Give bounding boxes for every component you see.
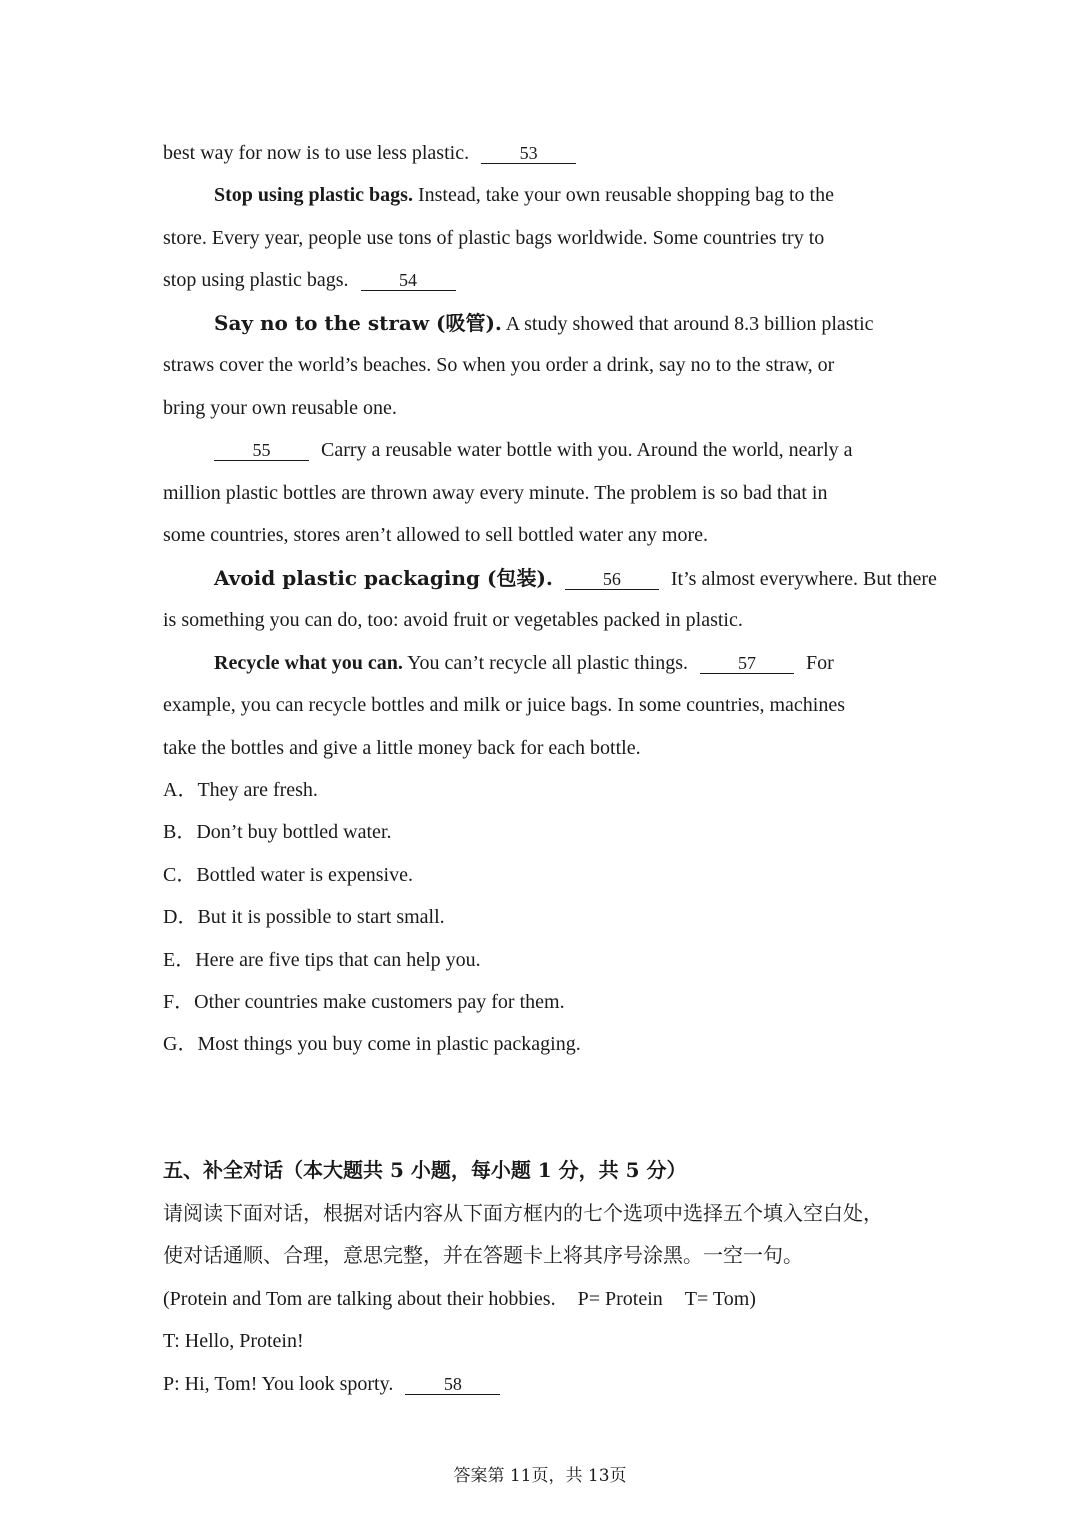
passage-text: stop using plastic bags. [163, 269, 349, 291]
blank-58: 58 [405, 1374, 500, 1395]
paragraph-bags-line1 [214, 182, 834, 208]
dialogue-line-protein [163, 1371, 508, 1397]
section-instructions-1: 请阅读下面对话，根据对话内容从下面方框内的七个选项中选择五个填入空白处， [163, 1201, 883, 1225]
paragraph-bags-line2 [163, 225, 824, 251]
paragraph-bottle-line1 [214, 437, 853, 463]
paragraph-recycle-line3 [163, 735, 641, 761]
paragraph-packaging-line2 [163, 607, 743, 633]
option-a: A．They are fresh. [163, 779, 318, 801]
option-c: C．Bottled water is expensive. [163, 864, 413, 886]
option-d: D．But it is possible to start small. [163, 906, 445, 928]
paragraph-heading: Stop using plastic bags. [214, 184, 413, 206]
passage-text: Instead, take your own reusable shopping bag to the [412, 184, 834, 206]
passage-text: million plastic bottles are thrown away every minute. The problem is so bad that in [163, 482, 828, 504]
paragraph-bottle-line3 [163, 522, 708, 548]
passage-text: store. Every year, people use tons of plastic bags worldwide. Some countries try to [163, 227, 825, 249]
paragraph-heading: Say no to the straw (吸管). [214, 311, 502, 335]
passage-line [163, 140, 584, 166]
blank-55: 55 [214, 440, 309, 461]
paragraph-straw-line2 [163, 352, 834, 378]
passage-text: example, you can recycle bottles and milk or juice bags. In some countries, machines [163, 694, 846, 716]
paragraph-packaging-line1 [214, 565, 937, 592]
blank-57: 57 [700, 653, 794, 674]
paragraph-recycle-line1 [214, 650, 834, 676]
passage-text: For [806, 652, 834, 674]
blank-56: 56 [565, 569, 659, 590]
dialogue-context [163, 1286, 756, 1312]
passage-text: Carry a reusable water bottle with you. Around the world, nearly a [321, 439, 853, 461]
option-e: E．Here are five tips that can help you. [163, 949, 481, 971]
section-title: 五、补全对话（本大题共 5 小题，每小题 1 分，共 5 分） [163, 1158, 687, 1182]
blank-53: 53 [481, 143, 576, 164]
option-g: G．Most things you buy come in plastic packaging. [163, 1033, 581, 1055]
paragraph-heading: Avoid plastic packaging (包装). [214, 566, 553, 590]
paragraph-straw-line1 [214, 310, 874, 337]
passage-text: straws cover the world’s beaches. So when you order a drink, say no to the straw, or [163, 354, 835, 376]
passage-text: bring your own reusable one. [163, 397, 397, 419]
legend-protein: P= Protein [577, 1288, 663, 1310]
paragraph-heading: Recycle what you can. [214, 652, 403, 674]
section-instructions-2: 使对话通顺、合理，意思完整，并在答题卡上将其序号涂黑。一空一句。 [163, 1243, 803, 1267]
dialogue-text: P: Hi, Tom! You look sporty. [163, 1373, 394, 1395]
option-b: B．Don’t buy bottled water. [163, 821, 392, 843]
blank-54: 54 [361, 270, 456, 291]
context-text: (Protein and Tom are talking about their hobbies. [163, 1288, 556, 1310]
passage-text: You can’t recycle all plastic things. [402, 652, 688, 674]
option-f: F．Other countries make customers pay for them. [163, 991, 565, 1013]
passage-text: A study showed that around 8.3 billion plastic [501, 313, 874, 335]
passage-text: is something you can do, too: avoid fruit or vegetables packed in plastic. [163, 609, 743, 631]
paragraph-bags-line3 [163, 267, 464, 293]
legend-tom: T= Tom) [684, 1288, 756, 1310]
paragraph-straw-line3 [163, 395, 397, 421]
passage-text: take the bottles and give a little money back for each bottle. [163, 737, 641, 759]
passage-text: It’s almost everywhere. But there [670, 568, 937, 590]
paragraph-bottle-line2 [163, 480, 827, 506]
paragraph-recycle-line2 [163, 692, 845, 718]
dialogue-line-tom: T: Hello, Protein! [163, 1330, 304, 1352]
passage-text: best way for now is to use less plastic. [163, 142, 470, 164]
page-footer: 答案第 11页，共 13页 [453, 1466, 627, 1486]
passage-text: some countries, stores aren’t allowed to sell bottled water any more. [163, 524, 709, 546]
